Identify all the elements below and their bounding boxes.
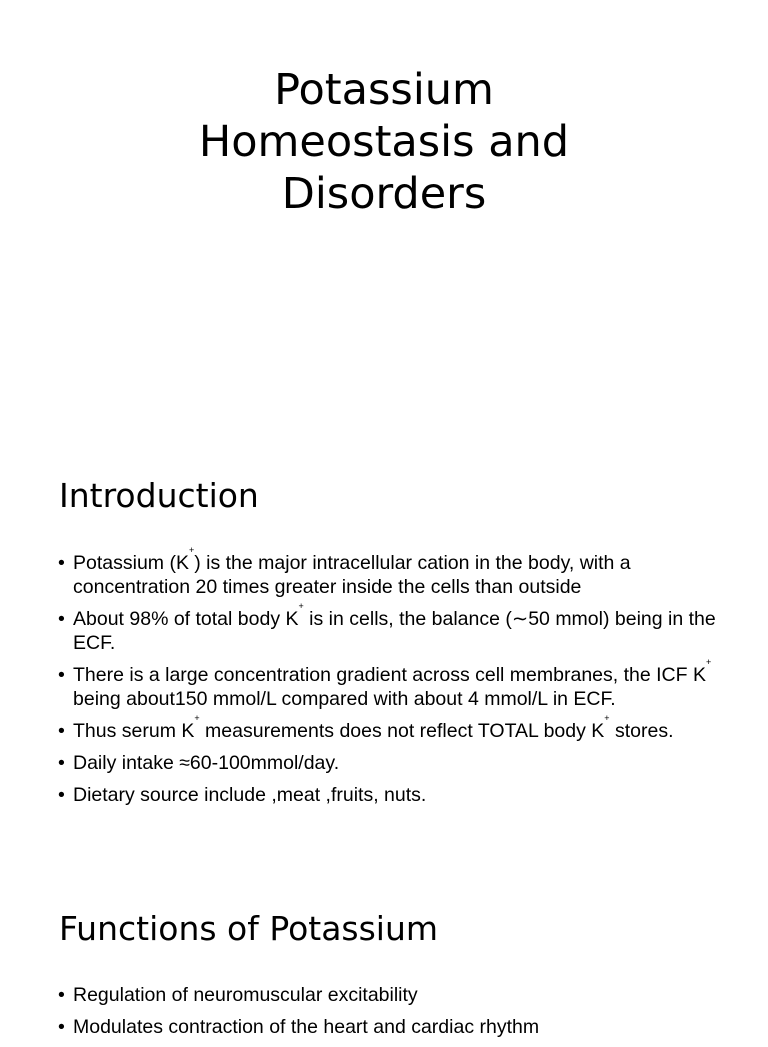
superscript: + bbox=[705, 657, 712, 667]
title-line-3: Disorders bbox=[281, 169, 487, 219]
bullet-marker: • bbox=[58, 608, 65, 630]
list-item bbox=[58, 983, 718, 1007]
title-slide bbox=[0, 0, 768, 440]
title-line-1: Potassium bbox=[274, 65, 494, 115]
bullet-text: Regulation of neuromuscular excitability bbox=[73, 984, 418, 1006]
title-line-2: Homeostasis and bbox=[198, 117, 570, 167]
bullet-text: Thus serum K bbox=[73, 720, 195, 742]
bullet-text: being about150 mmol/L compared with about 4 mmol/L in ECF. bbox=[73, 688, 616, 710]
list-item bbox=[58, 1015, 718, 1039]
list-item bbox=[58, 783, 718, 807]
bullet-marker: • bbox=[58, 552, 65, 574]
bullet-marker: • bbox=[58, 752, 65, 774]
superscript: + bbox=[298, 601, 304, 611]
list-item bbox=[58, 751, 718, 775]
superscript: + bbox=[188, 545, 195, 555]
bullet-marker: • bbox=[58, 664, 65, 686]
list-item bbox=[58, 657, 718, 711]
list-item bbox=[58, 545, 718, 599]
superscript: + bbox=[194, 713, 200, 723]
intro-bullet-list bbox=[58, 545, 718, 815]
bullet-marker: • bbox=[58, 720, 65, 742]
bullet-text: stores. bbox=[609, 720, 674, 742]
bullet-text: Daily intake ≈60-100mmol/day. bbox=[73, 752, 340, 774]
bullet-text: There is a large concentration gradient across cell membranes, the ICF K bbox=[73, 664, 706, 686]
bullet-text: Modulates contraction of the heart and cardiac rhythm bbox=[73, 1016, 540, 1038]
bullet-text: Potassium (K bbox=[73, 552, 189, 574]
slide-title bbox=[0, 64, 768, 220]
bullet-text: measurements does not reflect TOTAL body K bbox=[199, 720, 605, 742]
list-item bbox=[58, 713, 718, 743]
functions-slide bbox=[0, 880, 768, 1038]
bullet-text: ) is the major intracellular cation in the body, with a concentration 20 times greater inside the cells than outside bbox=[73, 552, 631, 598]
intro-heading: Introduction bbox=[59, 476, 259, 515]
bullet-marker: • bbox=[58, 984, 65, 1006]
bullet-text: About 98% of total body K bbox=[73, 608, 299, 630]
bullet-text: is in cells, the balance (∼50 mmol) being in the ECF. bbox=[73, 608, 716, 654]
functions-bullet-list bbox=[58, 983, 718, 1047]
list-item bbox=[58, 601, 718, 655]
superscript: + bbox=[604, 713, 610, 723]
bullet-marker: • bbox=[58, 1016, 65, 1038]
bullet-text: Dietary source include ,meat ,fruits, nuts. bbox=[73, 784, 427, 806]
functions-heading: Functions of Potassium bbox=[59, 909, 439, 948]
intro-slide bbox=[0, 440, 768, 880]
bullet-marker: • bbox=[58, 784, 65, 806]
